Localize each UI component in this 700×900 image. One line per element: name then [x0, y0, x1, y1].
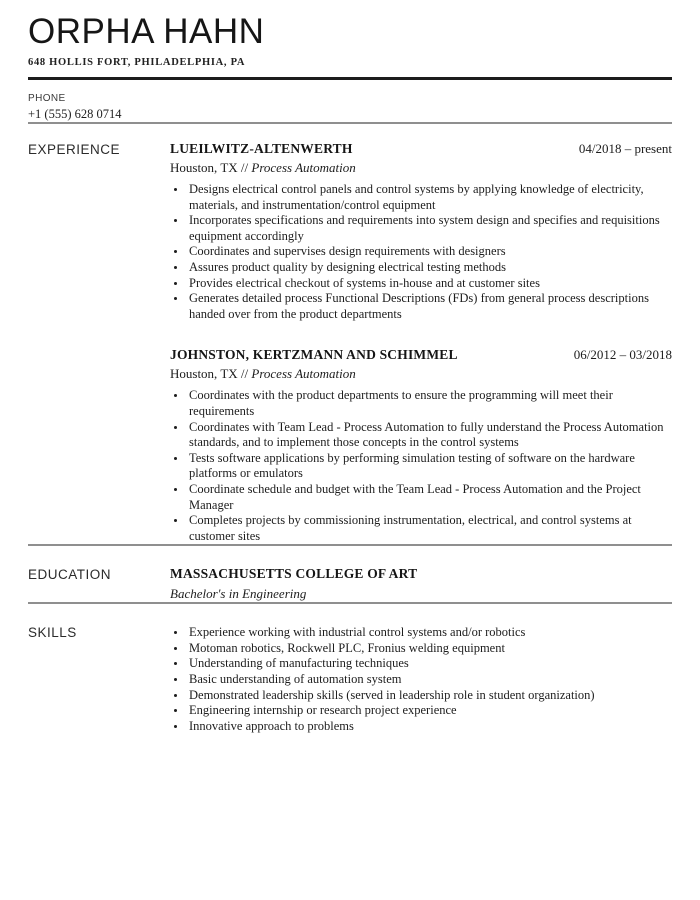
resume-header — [28, 13, 672, 68]
bullet-item: • Coordinates with the product departments to ensure the programming will meet their requirements — [187, 388, 672, 419]
education-section-label: EDUCATION — [28, 567, 112, 583]
company-name: LUEILWITZ-ALTENWERTH — [170, 141, 353, 156]
resume-address: 648 HOLLIS FORT, PHILADELPHIA, PA — [28, 57, 246, 68]
job-location: Houston, TX // — [170, 160, 252, 175]
skills-section-label: SKILLS — [28, 625, 77, 641]
skill-item: • Experience working with industrial control systems and/or robotics — [187, 625, 672, 641]
job-entry — [170, 141, 672, 322]
skill-item: • Engineering internship or research project experience — [187, 703, 672, 719]
section-education — [28, 546, 672, 602]
bullet-item: • Incorporates specifications and requirements into system design and specifies and requisitions equipment accordingly — [187, 213, 672, 244]
bullet-item: • Generates detailed process Functional Descriptions (FDs) from general process descriptions handed over from the product departments — [187, 291, 672, 322]
contact-block — [28, 93, 672, 122]
phone-value: +1 (555) 628 0714 — [28, 107, 122, 121]
job-location-line — [170, 160, 672, 176]
job-dates: 06/2012 – 03/2018 — [573, 347, 672, 363]
bullet-item: • Coordinate schedule and budget with the Team Lead - Process Automation and the Project Manager — [187, 482, 672, 513]
job-location: Houston, TX // — [170, 366, 252, 382]
job-header — [170, 141, 672, 157]
job-bullet-list — [170, 388, 672, 544]
job-role: Process Automation — [251, 366, 356, 382]
experience-section-label: EXPERIENCE — [28, 142, 121, 157]
job-header — [170, 347, 672, 363]
divider-thick — [28, 77, 672, 80]
skill-item: • Motoman robotics, Rockwell PLC, Fronius welding equipment — [187, 641, 672, 657]
company-name: JOHNSTON, KERTZMANN AND SCHIMMEL — [170, 347, 458, 363]
bullet-item: • Assures product quality by designing electrical testing methods — [187, 260, 672, 276]
job-dates: 04/2018 – present — [578, 141, 672, 156]
bullet-item: • Designs electrical control panels and control systems by applying knowledge of electricity, materials, and instrumentation/control equipment — [187, 182, 672, 213]
bullet-item: • Coordinates with Team Lead - Process Automation to fully understand the Process Automation standards, and to implement those concepts in the control systems — [187, 420, 672, 451]
job-entry — [170, 347, 672, 544]
resume-name: ORPHA HAHN — [28, 12, 265, 51]
bullet-item: • Tests software applications by performing simulation testing of software on the hardware platforms or emulators — [187, 451, 672, 482]
job-bullet-list — [170, 182, 672, 322]
bullet-item: • Provides electrical checkout of systems in-house and at customer sites — [187, 276, 672, 292]
skill-item: • Basic understanding of automation system — [187, 672, 672, 688]
education-content — [170, 566, 672, 602]
skill-item: • Innovative approach to problems — [187, 719, 672, 735]
bullet-item: • Coordinates and supervises design requirements with designers — [187, 244, 672, 260]
phone-label: PHONE — [28, 93, 66, 104]
job-role: Process Automation — [251, 160, 356, 175]
degree-name: Bachelor's in Engineering — [170, 586, 307, 602]
section-skills — [28, 604, 672, 734]
section-experience — [28, 124, 672, 544]
skills-bullet-list — [170, 625, 672, 734]
bullet-item: • Completes projects by commissioning instrumentation, electrical, and control systems at customer sites — [187, 513, 672, 544]
skill-item: • Understanding of manufacturing techniques — [187, 656, 672, 672]
skill-item: • Demonstrated leadership skills (served in leadership role in student organization) — [187, 688, 672, 704]
skills-content — [170, 624, 672, 734]
experience-content — [170, 141, 672, 544]
school-name: MASSACHUSETTS COLLEGE OF ART — [170, 566, 418, 582]
job-location-line — [170, 366, 672, 382]
